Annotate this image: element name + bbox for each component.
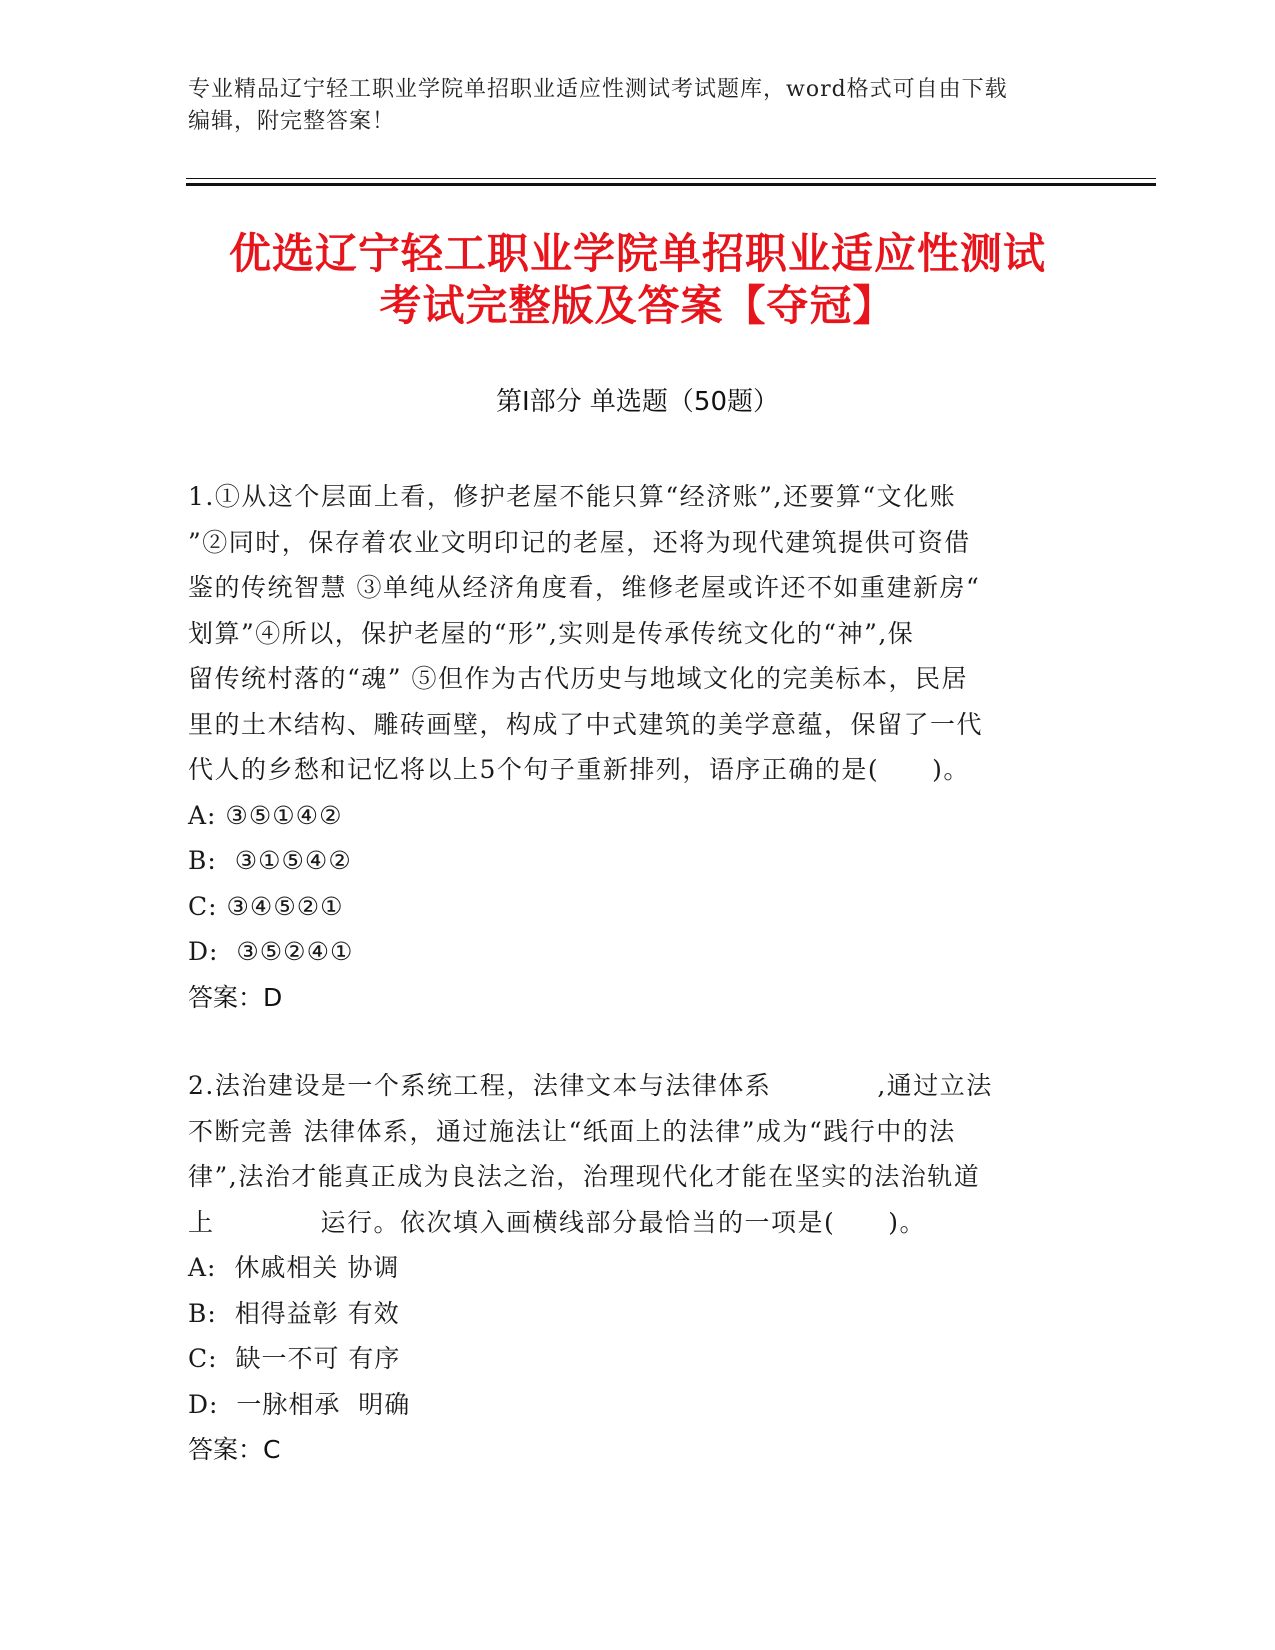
option-b: B: ③①⑤④② (188, 846, 352, 875)
section-heading: 第Ⅰ部分 单选题（50题） (495, 387, 780, 417)
option-c: C: 缺一不可 有序 (188, 1344, 401, 1373)
stem-line: 里的土木结构、雕砖画壁，构成了中式建筑的美学意蕴，保留了一代 (188, 709, 984, 739)
stem-line: 1.①从这个层面上看，修护老屋不能只算“经济账”,还要算“文化账 (188, 482, 957, 511)
header-note-line-2: 编辑，附完整答案！ (188, 109, 396, 134)
stem-line: 划算”④所以，保护老屋的“形”,实则是传承传统文化的“神”,保 (188, 618, 915, 648)
option-a: A: 休戚相关 协调 (188, 1253, 400, 1282)
question-2 (188, 1063, 1068, 1473)
stem-line: 代人的乡愁和记忆将以上5个句子重新排列，语序正确的是( )。 (188, 755, 970, 784)
option-d: D: ③⑤②④① (188, 937, 354, 966)
title-line-2: 考试完整版及答案【夺冠】 (379, 281, 896, 330)
stem-line: 2.法治建设是一个系统工程，法律文本与法律体系 ,通过立法 (188, 1071, 993, 1100)
title-line-1: 优选辽宁轻工职业学院单招职业适应性测试 (228, 229, 1046, 278)
question-stem (188, 1063, 1068, 1245)
option-b: B: 相得益彰 有效 (188, 1298, 400, 1328)
answer: 答案：C (188, 1435, 281, 1464)
stem-line: 上 运行。依次填入画横线部分最恰当的一项是( )。 (188, 1207, 927, 1237)
stem-line: 鉴的传统智慧 ③单纯从经济角度看，维修老屋或许还不如重建新房“ (188, 573, 981, 602)
question-stem (188, 474, 1068, 793)
document-title (150, 228, 1125, 332)
stem-line: 留传统村落的“魂” ⑤但作为古代历史与地域文化的完美标本，民居 (188, 664, 969, 693)
header-note (188, 74, 1068, 138)
header-divider-thin (186, 178, 1156, 179)
header-divider-thick (186, 183, 1156, 186)
option-c: C: ③④⑤②① (188, 891, 344, 921)
stem-line: ”②同时，保存着农业文明印记的老屋，还将为现代建筑提供可资借 (188, 527, 971, 557)
option-a: A: ③⑤①④② (188, 800, 343, 830)
option-d: D: 一脉相承 明确 (188, 1389, 411, 1419)
header-note-line-1: 专业精品辽宁轻工职业学院单招职业适应性测试考试题库，word格式可自由下载 (188, 77, 1008, 102)
answer: 答案：D (188, 982, 283, 1012)
stem-line: 律”,法治才能真正成为良法之治，治理现代化才能在坚实的法治轨道 (188, 1162, 981, 1191)
question-1 (188, 474, 1068, 1020)
stem-line: 不断完善 法律体系，通过施法让“纸面上的法律”成为“践行中的法 (188, 1116, 956, 1146)
